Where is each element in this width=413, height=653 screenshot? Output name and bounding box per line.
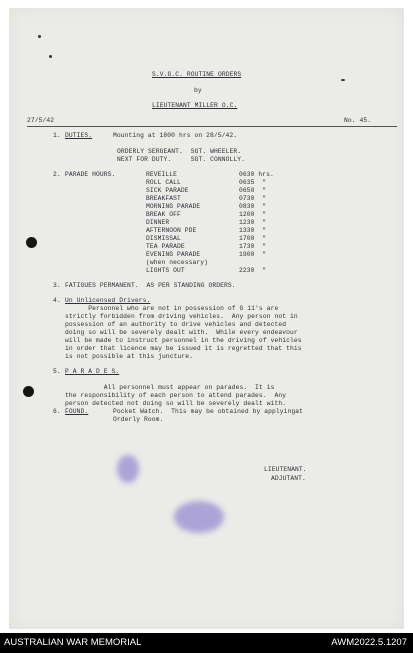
- item5-line: All personnel must appear on parades. It is: [65, 384, 275, 391]
- item4-line: possession of an authority to drive vehicles and detected: [65, 321, 287, 328]
- order-number: No. 45.: [344, 117, 372, 124]
- item6-line: Orderly Room.: [113, 416, 164, 423]
- item4-line: in order that licence may be issued it is regretted that this: [65, 345, 302, 352]
- parade-time: 1730 ": [239, 243, 267, 250]
- parade-name: ROLL CALL: [146, 179, 181, 186]
- ink-stain: [174, 501, 224, 533]
- parade-name: MORNING PARADE: [146, 203, 201, 210]
- item1-text: Mounting at 1800 hrs on 28/5/42.: [113, 132, 238, 139]
- parade-time: 1230 ": [239, 219, 267, 226]
- item6-line: Pocket Watch. This may be obtained by applyingat: [113, 408, 304, 415]
- parade-name: DISMISSAL: [146, 235, 181, 242]
- parade-name: DINNER: [146, 219, 170, 226]
- item6-heading: FOUND.: [65, 408, 89, 415]
- paper-speck: [49, 55, 52, 58]
- punch-hole-bottom: [23, 386, 34, 397]
- item4-line: strictly forbidden from driving vehicles. Any person not in: [65, 313, 298, 320]
- archive-name: AUSTRALIAN WAR MEMORIAL: [4, 637, 142, 648]
- parade-name: SICK PARADE: [146, 187, 189, 194]
- ink-stain: [117, 455, 139, 483]
- header-rule: [27, 126, 397, 127]
- item1-number: 1.: [53, 132, 61, 139]
- parade-name: BREAK OFF: [146, 211, 181, 218]
- item5-number: 5.: [53, 368, 61, 375]
- document-page: [9, 8, 404, 629]
- parade-name: LIGHTS OUT: [146, 267, 185, 274]
- parade-name: REVEILLE: [146, 171, 178, 178]
- item5-line: person detected not doing so will be severely dealt with.: [65, 400, 287, 407]
- parade-time: 0650 ": [239, 187, 267, 194]
- item2-number: 2.: [53, 171, 61, 178]
- parade-time: 1200 ": [239, 211, 267, 218]
- parade-name: EVENING PARADE: [146, 251, 201, 258]
- order-author: LIEUTENANT MILLER O.C.: [152, 102, 238, 109]
- parade-name: AFTERNOON PDE: [146, 227, 197, 234]
- item5-line: the responsibility of each person to attend parades. Any: [65, 392, 287, 399]
- parade-time: 0635 ": [239, 179, 267, 186]
- duty-line: ORDERLY SERGEANT. SGT. WHEELER.: [117, 148, 242, 155]
- item2-heading: PARADE HOURS.: [65, 171, 116, 178]
- item4-heading: Un Unlicensed Drivers.: [65, 297, 151, 304]
- duty-line: NEXT FOR DUTY. SGT. CONNOLLY.: [117, 156, 245, 163]
- item4-line: is not possible at this juncture.: [65, 353, 193, 360]
- punch-hole-top: [26, 237, 37, 248]
- signature-role: ADJUTANT.: [271, 475, 306, 482]
- item1-heading: DUTIES.: [65, 132, 93, 139]
- archive-accession: AWM2022.5.1207: [331, 637, 407, 648]
- item4-line: will be made to instruct personnel in the driving of vehicles: [65, 337, 302, 344]
- parade-time: 0630 hrs.: [239, 171, 274, 178]
- parade-name: TEA PARADE: [146, 243, 185, 250]
- parade-time: 0830 ": [239, 203, 267, 210]
- parade-time: 1330 ": [239, 227, 267, 234]
- archive-footer: [0, 633, 413, 653]
- order-title: S.V.G.C. ROUTINE ORDERS: [152, 71, 242, 78]
- item4-line: doing so will be severely dealt with. While every endeavour: [65, 329, 298, 336]
- parade-name: BREAKFAST: [146, 195, 181, 202]
- order-by: by: [194, 87, 202, 94]
- parade-time: 1900 ": [239, 251, 267, 258]
- paper-speck: [341, 79, 345, 81]
- order-date: 27/5/42: [27, 117, 55, 124]
- parade-time: 1700 ": [239, 235, 267, 242]
- item4-number: 4.: [53, 297, 61, 304]
- item4-line: Personnel who are not in possession of G 11's are: [65, 305, 279, 312]
- signature-rank: LIEUTENANT.: [264, 466, 307, 473]
- item3-text: FATIGUES PERMANENT. AS PER STANDING ORDERS.: [65, 282, 236, 289]
- parade-time: 2230 ": [239, 267, 267, 274]
- item6-number: 6.: [53, 408, 61, 415]
- parade-time: 0730 ": [239, 195, 267, 202]
- item5-heading: P A R A D E S.: [65, 368, 120, 375]
- paper-speck: [38, 35, 41, 38]
- parade-name: (when necessary): [146, 259, 209, 266]
- item3-number: 3.: [53, 282, 61, 289]
